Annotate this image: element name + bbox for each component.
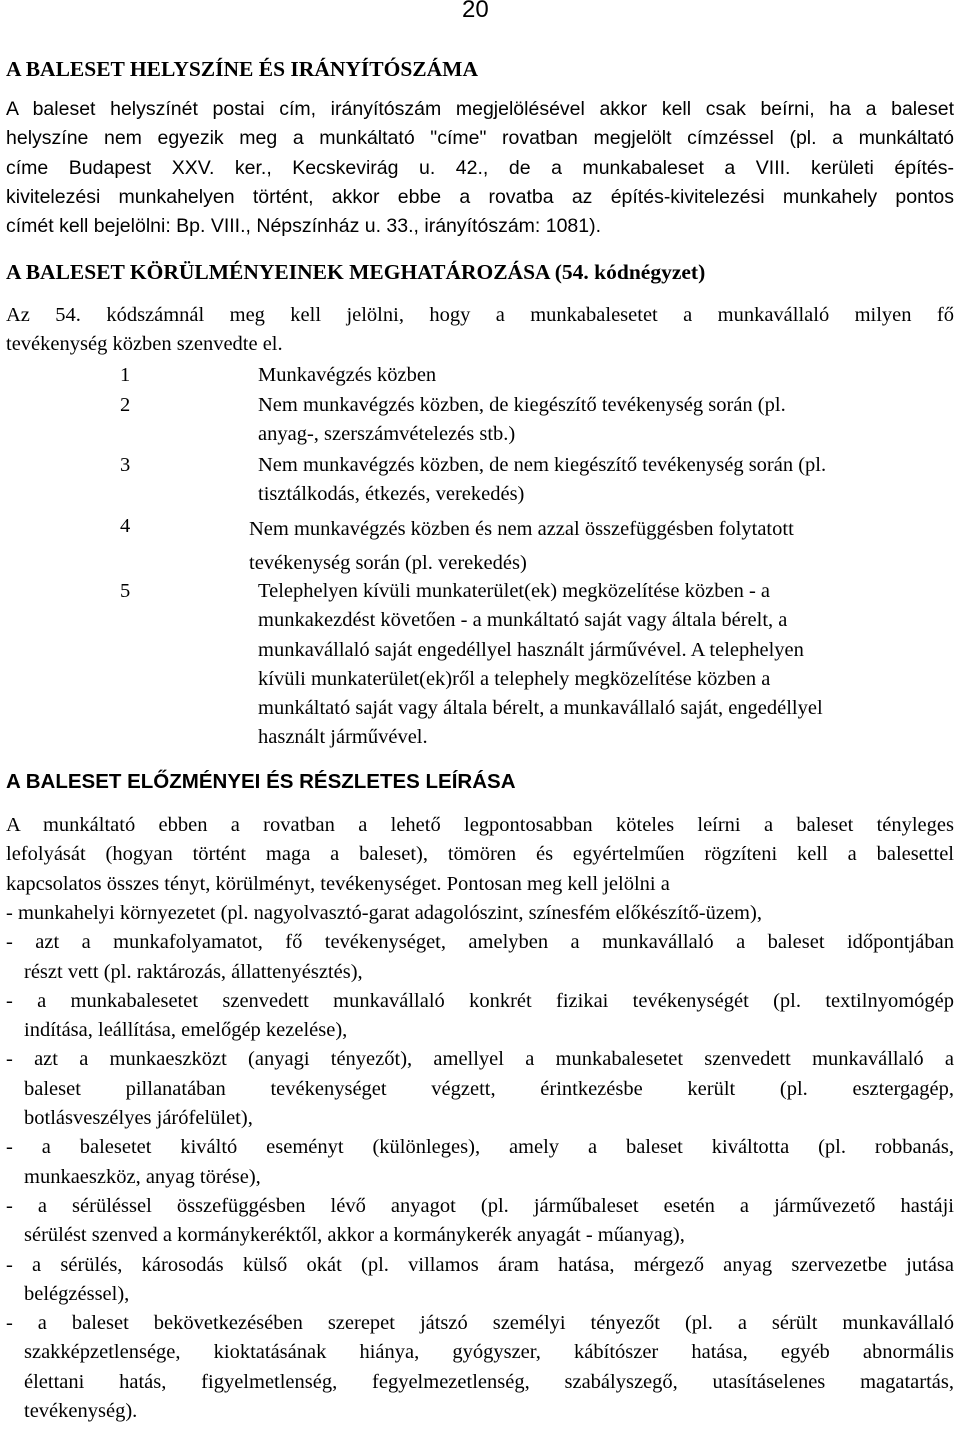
details-heading: A BALESET ELŐZMÉNYEI ÉS RÉSZLETES LEÍRÁSA [6, 770, 516, 793]
code-number: 1 [120, 364, 131, 386]
details-intro [6, 811, 954, 899]
text-line: tevékenység közben szenvedte el. [6, 333, 283, 356]
code-description: Nem munkavégzés közben, de nem kiegészítő tevékenység során (pl. tisztálkodás, étkezés, verekedés) [258, 454, 827, 506]
list-item: - a munkabalesetet szenvedett munkavállaló konkrét fizikai tevékenységét (pl. textilnyomógép indítása, leállítása, emelőgép kezelése), [6, 989, 954, 1042]
text-line: lefolyását (hogyan történt maga a baleset), tömören és egyértelműen rögzíteni kell a balesettel [6, 843, 954, 866]
location-heading: A BALESET HELYSZÍNE ÉS IRÁNYÍTÓSZÁMA [6, 57, 478, 81]
text-line: kivitelezési munkahelyen történt, akkor ebbe a rovatba az építés-kivitelezési munkahely pontos [6, 185, 954, 208]
circumstances-intro [6, 301, 954, 360]
code-description: Telephelyen kívüli munkaterület(ek) megközelítése közben - a munkakezdést követően - a munkáltató saját vagy általa bérelt, a munkavállaló saját engedéllyel használt járművével. A telephelyen kívüli munkaterület(ek)ről a telephely megközelítése közben a munkáltató saját vagy általa bérelt, a munkavállaló saját, engedéllyel használt járművével. [258, 580, 823, 749]
code-description: Munkavégzés közben [258, 364, 437, 386]
code-number: 3 [120, 454, 131, 476]
code-description: Nem munkavégzés közben és nem azzal összefüggésben folytatott tevékenység során (pl. verekedés) [249, 518, 794, 574]
code-number: 2 [120, 394, 131, 416]
code-description: Nem munkavégzés közben, de kiegészítő tevékenység során (pl. anyag-, szerszámvételezés stb.) [258, 394, 786, 446]
text-line: címét kell bejelölni: Bp. VIII., Népszínház u. 33., irányítószám: 1081). [6, 215, 602, 238]
list-item: - a baleset bekövetkezésében szerepet játszó személyi tényezőt (pl. a sérült munkavállaló szakképzetlensége, kioktatásának hiánya, gyógyszer, kábítószer hatása, egyéb abnormális élettani hatás, figyelmetlenség, fegyelmezetlenség, szabályszegő, utasításelenes magatartás, tevékenység). [6, 1312, 954, 1423]
location-paragraph [6, 95, 954, 241]
list-item: - a sérüléssel összefüggésben lévő anyagot (pl. járműbaleset esetén a járművezető hastáji sérülést szenved a kormánykeréktől, akkor a kormánykerék anyagát - műanyag), [6, 1194, 954, 1247]
text-line: kapcsolatos összes tényt, körülményt, tevékenységet. Pontosan meg kell jelölni a [6, 872, 670, 895]
text-line: A munkáltató ebben a rovatban a lehető legpontosabban köteles leírni a baleset tényleges [6, 814, 954, 836]
list-item: - azt a munkaeszközt (anyagi tényezőt), amellyel a munkabalesetet szenvedett munkavállaló a baleset pillanatában tevékenységet végzett, érintkezésbe került (pl. esztergagép, botlásveszélyes járófelület), [6, 1048, 954, 1130]
text-line: helyszíne nem egyezik meg a munkáltató "címe" rovatban megjelölt címzéssel (pl. a munkáltató [6, 127, 954, 150]
list-item: - munkahelyi környezetet (pl. nagyolvasztó-garat adagolószint, színesfém előkészítő-üzem), [6, 902, 762, 924]
code-number: 5 [120, 580, 131, 602]
details-list [6, 899, 954, 1426]
text-line: címe Budapest XXV. ker., Kecskevirág u. 42., de a munkabaleset a VIII. kerületi építés- [6, 156, 954, 179]
text-line: A baleset helyszínét postai cím, irányítószám megjelölésével akkor kell csak beírni, ha a baleset [6, 98, 954, 120]
page-number: 20 [462, 0, 489, 23]
text-line: Az 54. kódszámnál meg kell jelölni, hogy a munkabalesetet a munkavállaló milyen fő [6, 304, 954, 326]
circumstances-heading: A BALESET KÖRÜLMÉNYEINEK MEGHATÁROZÁSA (54. kódnégyzet) [6, 260, 706, 284]
code-number: 4 [120, 515, 131, 537]
list-item: - a balesetet kiváltó eseményt (különleges), amely a baleset kiváltotta (pl. robbanás, munkaeszköz, anyag törése), [6, 1136, 954, 1188]
list-item: - a sérülés, károsodás külső okát (pl. villamos áram hatása, mérgező anyag szervezetbe jutása belégzéssel), [6, 1253, 954, 1305]
list-item: - azt a munkafolyamatot, fő tevékenységet, amelyben a munkavállaló a baleset időpontjában részt vett (pl. raktározás, állattenyésztés), [6, 931, 954, 983]
